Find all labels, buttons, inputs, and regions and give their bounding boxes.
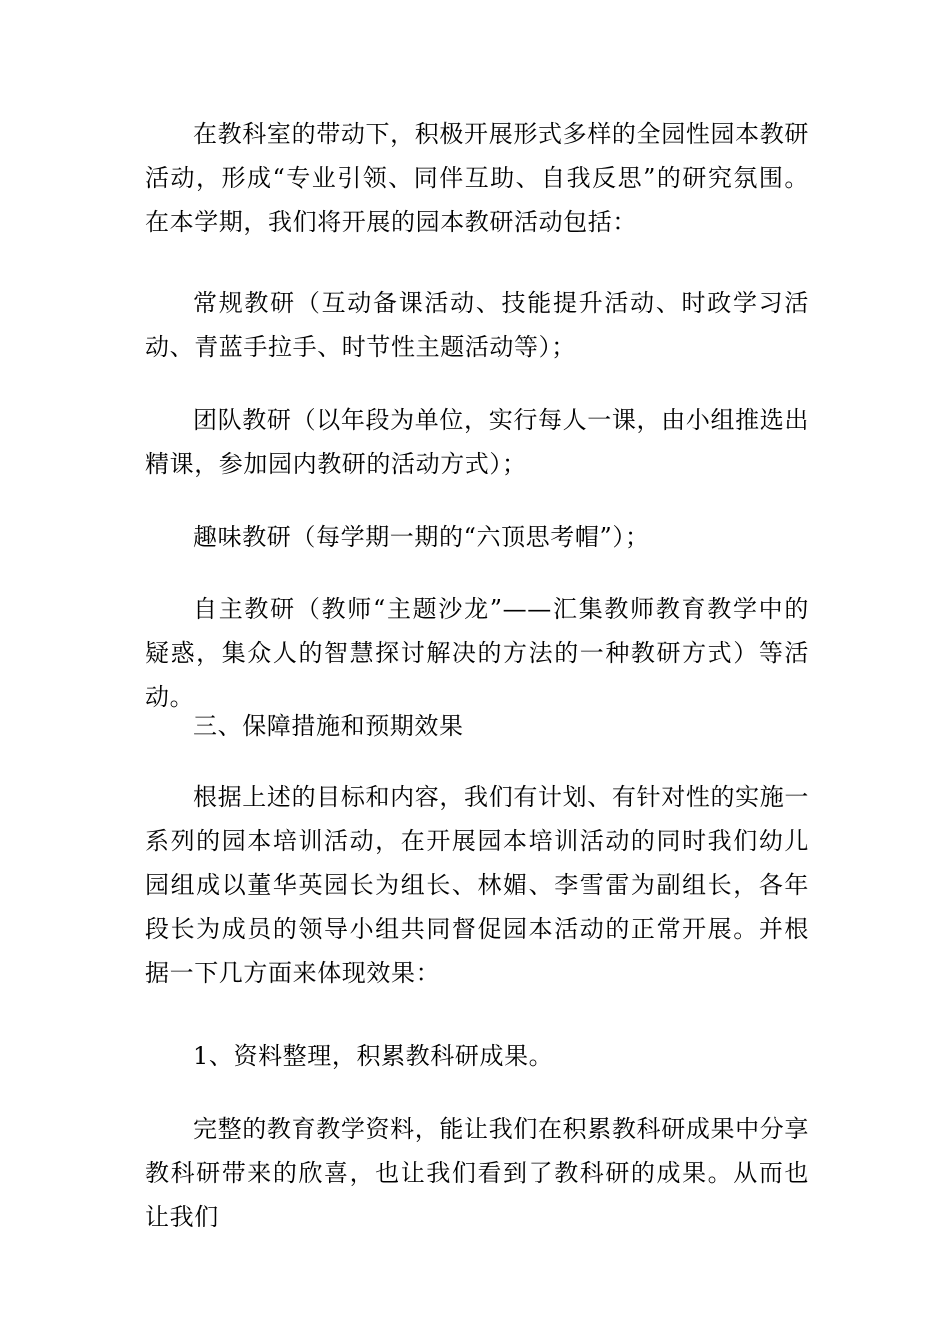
paragraph-item-1: 1、资料整理，积累教科研成果。 [193, 1042, 554, 1070]
paragraph-independent-research: 自主教研（教师“主题沙龙”——汇集教师教育教学中的疑惑，集众人的智慧探讨解决的方法的一种教研方式）等活动。 [145, 595, 809, 711]
paragraph-materials: 完整的教育教学资料，能让我们在积累教科研成果中分享教科研带来的欣喜，也让我们看到了教科研的成果。从而也让我们 [145, 1115, 809, 1231]
section-heading-guarantee-measures: 三、保障措施和预期效果 [193, 712, 464, 740]
paragraph-regular-research: 常规教研（互动备课活动、技能提升活动、时政学习活动、青蓝手拉手、时节性主题活动等）； [145, 289, 809, 361]
paragraph-team-research: 团队教研（以年段为单位，实行每人一课，由小组推选出精课，参加园内教研的活动方式）； [145, 406, 809, 478]
paragraph-fun-research: 趣味教研（每学期一期的“六顶思考帽”）； [193, 523, 650, 551]
paragraph-teaching-research-intro: 在教科室的带动下，积极开展形式多样的全园性园本教研活动，形成“专业引领、同伴互助、自我反思”的研究氛围。在本学期，我们将开展的园本教研活动包括： [145, 120, 809, 236]
paragraph-implementation: 根据上述的目标和内容，我们有计划、有针对性的实施一系列的园本培训活动，在开展园本培训活动的同时我们幼儿园组成以董华英园长为组长、林媚、李雪雷为副组长，各年段长为成员的领导小组共同督促园本活动的正常开展。并根据一下几方面来体现效果： [145, 783, 809, 987]
